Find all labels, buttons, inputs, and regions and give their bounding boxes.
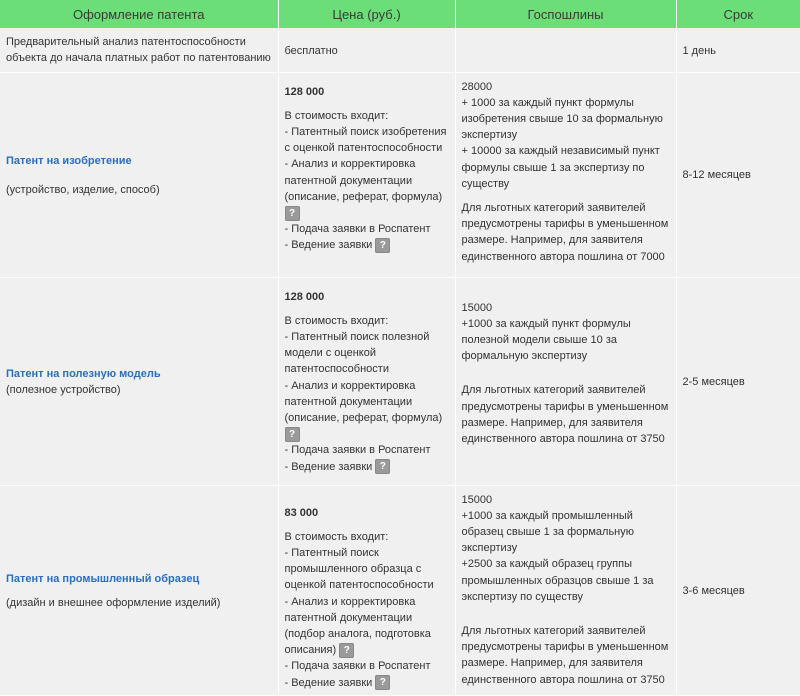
- cell-prelim-fees: [455, 28, 676, 72]
- cell-prelim-price: [278, 28, 455, 72]
- utility-fee-line: 15000: [461, 301, 493, 314]
- cell-prelim-name: [0, 28, 278, 72]
- utility-subtitle: (полезное устройство): [6, 384, 121, 396]
- invention-term-text: 8-12 месяцев: [682, 169, 751, 182]
- design-fees-note: Для льготных категорий заявителей предусмотрены тарифы в уменьшенном размере. Например, для заявителя единственного автора пошлина от 3750: [461, 624, 669, 686]
- cell-invention-term: [676, 72, 800, 277]
- cell-design-price: [278, 485, 455, 695]
- prelim-price-text: бесплатно: [284, 44, 338, 57]
- design-include-item: - Патентный поиск промышленного образца с оценкой патентоспособности: [284, 546, 434, 592]
- utility-include-item: - Патентный поиск полезной модели с оценкой патентоспособности: [284, 330, 430, 376]
- utility-fee-line: +1000 за каждый пункт формулы полезной модели свыше 10 за формальную экспертизу: [461, 317, 631, 363]
- cell-design-fees: [455, 485, 676, 695]
- invention-fees-note: Для льготных категорий заявителей предусмотрены тарифы в уменьшенном размере. Например, для заявителя единственного автора пошлина от 7000: [461, 201, 669, 263]
- design-fee-line: 15000: [461, 493, 493, 506]
- cell-prelim-term: [676, 28, 800, 72]
- help-icon[interactable]: ?: [375, 675, 390, 690]
- invention-price: 128 000: [284, 85, 325, 98]
- invention-fee-line: + 1000 за каждый пункт формулы изобретения свыше 10 за формальную экспертизу: [461, 96, 663, 142]
- invention-include-item: - Ведение заявки ?: [285, 237, 450, 253]
- design-fee-line: +2500 за каждый образец группы промышленных образцов свыше 1 за экспертизу по существу: [461, 558, 654, 603]
- cell-invention-fees: [455, 72, 676, 277]
- design-term-text: 3-6 месяцев: [682, 585, 745, 598]
- design-include-item: - Анализ и корректировка патентной документации (подбор аналога, подготовка описания) ?: [284, 595, 431, 657]
- design-include-item: - Подача заявки в Роспатент: [284, 660, 431, 673]
- help-icon[interactable]: ?: [375, 459, 390, 474]
- header-patent-type: Оформление патента: [0, 0, 278, 28]
- cell-design-term: [676, 485, 800, 695]
- row-invention: [0, 72, 800, 277]
- cell-utility-price: [278, 277, 455, 485]
- utility-term-text: 2-5 месяцев: [682, 375, 745, 388]
- cell-invention-price: [278, 72, 455, 277]
- help-icon[interactable]: ?: [285, 206, 300, 221]
- help-icon[interactable]: ?: [285, 427, 300, 442]
- invention-fee-line: 28000: [461, 80, 493, 93]
- prelim-name-text: Предварительный анализ патентоспособности объекта до начала платных работ по патентованию: [6, 35, 271, 64]
- header-price: Цена (руб.): [278, 0, 455, 28]
- cell-utility-fees: [455, 277, 676, 485]
- invention-include-item: - Патентный поиск изобретения с оценкой патентоспособности: [284, 125, 447, 155]
- cell-utility-term: [676, 277, 800, 485]
- utility-include-item: - Ведение заявки ?: [285, 459, 450, 475]
- prelim-term-text: 1 день: [682, 44, 717, 57]
- utility-includes-label: В стоимость входит:: [284, 314, 389, 327]
- cell-invention-name: [0, 72, 278, 277]
- header-fees: Госпошлины: [455, 0, 676, 28]
- cell-utility-name: [0, 277, 278, 485]
- header-term: Срок: [676, 0, 800, 28]
- cell-design-name: [0, 485, 278, 695]
- design-name-link[interactable]: Патент на промышленный образец: [6, 572, 200, 585]
- design-subtitle: (дизайн и внешнее оформление изделий): [6, 597, 221, 610]
- header-row: [0, 0, 800, 28]
- row-preliminary-analysis: [0, 28, 800, 72]
- design-price: 83 000: [284, 506, 319, 519]
- help-icon[interactable]: ?: [375, 238, 390, 253]
- row-industrial-design: [0, 485, 800, 695]
- utility-price: 128 000: [284, 290, 325, 303]
- utility-include-item: - Подача заявки в Роспатент: [284, 444, 431, 457]
- invention-include-item: - Анализ и корректировка патентной документации (описание, реферат, формула) ?: [284, 158, 443, 219]
- utility-name-link[interactable]: Патент на полезную модель: [6, 367, 161, 380]
- help-icon[interactable]: ?: [339, 643, 354, 658]
- invention-includes-label: В стоимость входит:: [284, 109, 389, 122]
- invention-fee-line: + 10000 за каждый независимый пункт формулы свыше 1 за экспертизу по существу: [461, 145, 660, 190]
- design-fee-line: +1000 за каждый промышленный образец свыше 1 за формальную экспертизу: [461, 509, 635, 555]
- design-include-item: - Ведение заявки ?: [285, 675, 450, 691]
- utility-include-item: - Анализ и корректировка патентной документации (описание, реферат, формула) ?: [284, 379, 443, 440]
- design-includes-label: В стоимость входит:: [284, 530, 389, 543]
- invention-include-item: - Подача заявки в Роспатент: [284, 223, 431, 236]
- invention-name-link[interactable]: Патент на изобретение: [6, 155, 132, 168]
- row-utility-model: [0, 277, 800, 485]
- utility-fees-note: Для льготных категорий заявителей предусмотрены тарифы в уменьшенном размере. Например, для заявителя единственного автора пошлина от 3750: [461, 384, 669, 445]
- invention-subtitle: (устройство, изделие, способ): [6, 183, 160, 196]
